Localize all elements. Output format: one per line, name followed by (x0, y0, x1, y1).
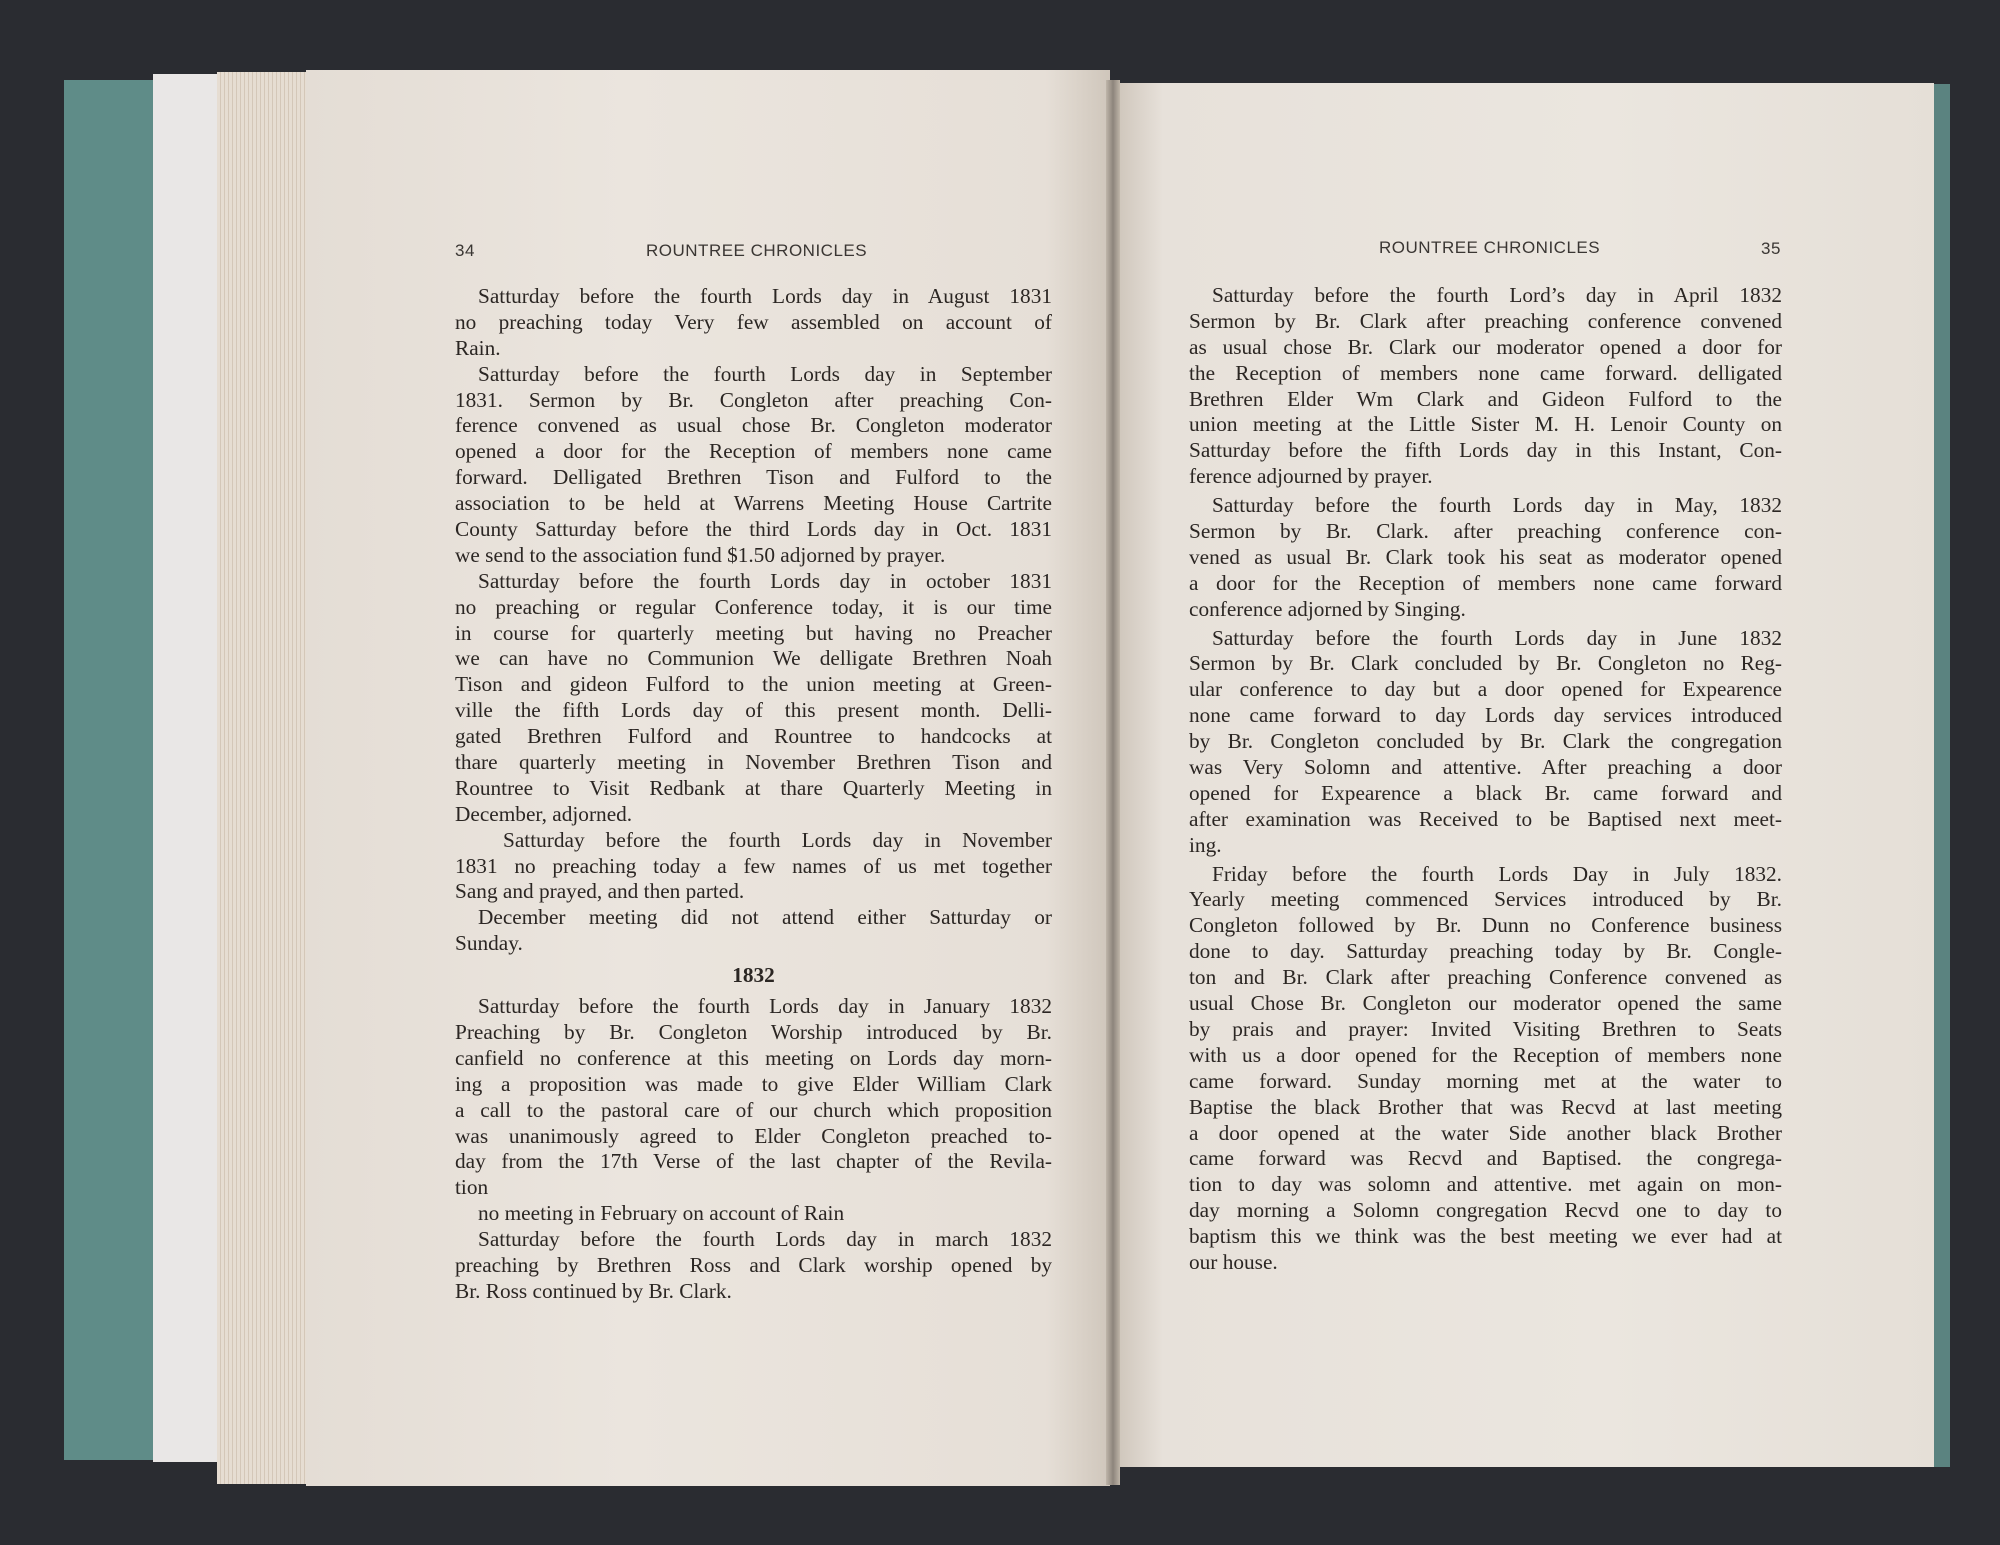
text-line: a call to the pastoral care of our church which proposition (455, 1097, 1052, 1122)
text-line: our house. (1189, 1249, 1278, 1274)
text-line: Satturday before the fourth Lord’s day in April 1832 (1212, 283, 1782, 307)
text-line: baptism this we think was the best meeting we ever had at (1189, 1224, 1782, 1249)
text-line: Rountree to Visit Redbank at thare Quarterly Meeting in (455, 775, 1052, 800)
text-line: thare quarterly meeting in November Brethren Tison and (455, 750, 1052, 775)
text-line: ing. (1189, 832, 1222, 857)
text-line: no preaching or regular Conference today, it is our time (455, 594, 1052, 619)
left-running-head: ROUNTREE CHRONICLES (646, 241, 868, 260)
text-line: tion to day was solomn and attentive. met again on mon- (1189, 1172, 1782, 1197)
text-line: with us a door opened for the Reception of members none (1189, 1042, 1782, 1067)
text-line: preaching by Brethren Ross and Clark worship opened by (455, 1252, 1052, 1277)
text-line: association to be held at Warrens Meeting House Cartrite (455, 491, 1052, 516)
text-line: ton and Br. Clark after preaching Conference convened as (1189, 965, 1782, 990)
text-line: opened for Expearence a black Br. came forward and (1189, 780, 1782, 805)
text-line: was Very Solomn and attentive. After preaching a door (1189, 755, 1782, 780)
right-page-number: 35 (1761, 239, 1781, 258)
text-line: done to day. Satturday preaching today by Br. Congle- (1189, 939, 1782, 964)
text-line: day from the 17th Verse of the last chapter of the Revila- (455, 1149, 1052, 1174)
text-line: came forward was Recvd and Baptised. the congrega- (1189, 1146, 1782, 1171)
text-line: Friday before the fourth Lords Day in July 1832. (1212, 861, 1782, 886)
text-line: 1831 no preaching today a few names of us met together (455, 853, 1052, 878)
text-line: a door opened at the water Side another black Brother (1189, 1120, 1782, 1145)
text-line: canfield no conference at this meeting on Lords day morn- (455, 1045, 1052, 1070)
text-line: after examination was Received to be Baptised next meet- (1189, 806, 1782, 831)
text-line: Satturday before the fourth Lords day in September (478, 361, 1052, 386)
paragraph (1189, 862, 1782, 1276)
text-line: we send to the association fund $1.50 adjorned by prayer. (455, 542, 946, 567)
text-line: December meeting did not attend either Satturday or (478, 905, 1052, 930)
text-line: Sunday. (455, 931, 523, 956)
text-line: gated Brethren Fulford and Rountree to handcocks at (455, 724, 1052, 749)
text-line: Satturday before the fourth Lords day in october 1831 (478, 568, 1052, 593)
text-line: Satturday before the fifth Lords day in this Instant, Con- (1189, 438, 1782, 463)
text-line: ference adjourned by prayer. (1189, 464, 1433, 489)
text-line: Sermon by Br. Clark. after preaching conference con- (1189, 519, 1782, 544)
text-line: vened as usual Br. Clark took his seat as moderator opened (1189, 544, 1782, 569)
text-line: in course for quarterly meeting but having no Preacher (455, 620, 1052, 645)
paragraph (455, 828, 1052, 906)
text-line: ville the fifth Lords day of this present month. Delli- (455, 698, 1052, 723)
text-line: by Br. Congleton concluded by Br. Clark the congregation (1189, 729, 1782, 754)
text-line: 1831. Sermon by Br. Congleton after preaching Con- (455, 387, 1052, 412)
text-line: usual Chose Br. Congleton our moderator opened the same (1189, 991, 1782, 1016)
text-line: Satturday before the fourth Lords day in November (503, 827, 1052, 852)
text-line: Tison and gideon Fulford to the union meeting at Green- (455, 672, 1052, 697)
book-cover-front-edge (1932, 84, 1950, 1467)
text-line: Brethren Elder Wm Clark and Gideon Fulford to the (1189, 386, 1782, 411)
text-line: by prais and prayer: Invited Visiting Brethren to Seats (1189, 1016, 1782, 1041)
text-line: Preaching by Br. Congleton Worship introduced by Br. (455, 1019, 1052, 1044)
text-line: conference adjorned by Singing. (1189, 596, 1466, 621)
year-heading: 1832 (732, 963, 775, 988)
text-line: Congleton followed by Br. Dunn no Conference business (1189, 913, 1782, 938)
text-line: union meeting at the Little Sister M. H. Lenoir County on (1189, 412, 1782, 437)
page-stack-edge (217, 72, 309, 1484)
paragraph (1189, 283, 1782, 490)
text-line: Satturday before the fourth Lords day in June 1832 (1212, 625, 1782, 650)
text-line: Br. Ross continued by Br. Clark. (455, 1278, 732, 1303)
paragraph (1189, 626, 1782, 859)
paragraph (455, 1227, 1052, 1305)
text-line: Satturday before the fourth Lords day in march 1832 (478, 1227, 1052, 1252)
text-line: as usual chose Br. Clark our moderator opened a door for (1189, 334, 1782, 359)
right-running-head: ROUNTREE CHRONICLES (1379, 238, 1601, 257)
book-gutter (1106, 80, 1120, 1485)
text-line: we can have no Communion We delligate Brethren Noah (455, 646, 1052, 671)
text-line: a door for the Reception of members none came forward (1189, 570, 1782, 595)
text-line: ular conference to day but a door opened for Expearence (1189, 677, 1782, 702)
left-page-body (455, 284, 1052, 1305)
text-line: was unanimously agreed to Elder Congleton preached to- (455, 1123, 1052, 1148)
paragraph (455, 569, 1052, 828)
text-line: tion (455, 1175, 489, 1200)
text-line: no preaching today Very few assembled on account of (455, 309, 1052, 334)
text-line: December, adjorned. (455, 801, 633, 826)
left-block1 (455, 284, 1052, 957)
text-line: day morning a Solomn congregation Recvd one to day to (1189, 1198, 1782, 1223)
paragraph (1189, 493, 1782, 622)
text-line: Satturday before the fourth Lords day in May, 1832 (1212, 493, 1782, 518)
right-page-body (1189, 283, 1782, 1276)
text-line: Yearly meeting commenced Services introduced by Br. (1189, 887, 1782, 912)
paragraph (455, 994, 1052, 1201)
text-line: County Satturday before the third Lords day in Oct. 1831 (455, 517, 1052, 542)
text-line: Rain. (455, 335, 501, 360)
text-line: ing a proposition was made to give Elder William Clark (455, 1071, 1052, 1096)
text-line: opened a door for the Reception of members none came (455, 439, 1052, 464)
left-block2 (455, 994, 1052, 1305)
text-line: ference convened as usual chose Br. Congleton moderator (455, 413, 1052, 438)
text-line: Satturday before the fourth Lords day in August 1831 (478, 284, 1052, 308)
left-page-number: 34 (455, 241, 475, 260)
text-line: the Reception of members none came forward. delligated (1189, 360, 1782, 385)
text-line: none came forward to day Lords day services introduced (1189, 703, 1782, 728)
paragraph (455, 1201, 1052, 1227)
text-line: Sermon by Br. Clark concluded by Br. Congleton no Reg- (1189, 651, 1782, 676)
text-line: no meeting in February on account of Rain (478, 1201, 845, 1226)
text-line: Satturday before the fourth Lords day in January 1832 (478, 994, 1052, 1019)
right-block1 (1189, 283, 1782, 1276)
text-line: forward. Delligated Brethren Tison and Fulford to the (455, 465, 1052, 490)
paragraph (455, 284, 1052, 362)
paragraph (455, 362, 1052, 569)
text-line: came forward. Sunday morning met at the water to (1189, 1068, 1782, 1093)
text-line: Baptise the black Brother that was Recvd at last meeting (1189, 1094, 1782, 1119)
text-line: Sang and prayed, and then parted. (455, 879, 745, 904)
paragraph (455, 905, 1052, 957)
text-line: Sermon by Br. Clark after preaching conference convened (1189, 308, 1782, 333)
book-endpaper (153, 74, 223, 1462)
